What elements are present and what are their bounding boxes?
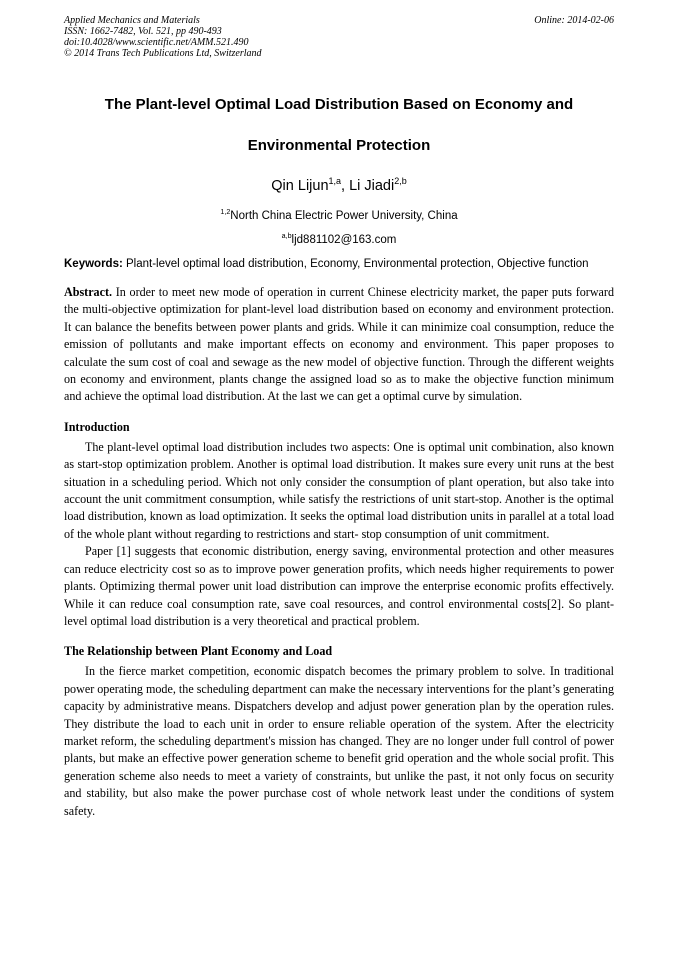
paper-title-line-2: Environmental Protection [247, 137, 431, 154]
online-date: Online: 2014-02-06 [534, 15, 614, 26]
section-heading-introduction: Introduction [64, 419, 130, 434]
author-list [64, 178, 614, 194]
section-relationship-body [64, 663, 614, 820]
journal-copyright: © 2014 Trans Tech Publications Ltd, Switzerland [64, 48, 262, 59]
intro-paragraph-2: Paper [1] suggests that economic distribution, energy saving, environmental protection and other measures can reduce electricity cost so as to improve power generation profits, which needs higher requirements to power plants. Optimizing thermal power unit load distribution can improve the enterprise economic profits effectively. While it can reduce coal consumption rate, save coal resources, and control environmental costs[2]. So plant-level optimal load distribution is a very theoretical and practical problem. [64, 544, 614, 628]
intro-paragraph-1: The plant-level optimal load distribution includes two aspects: One is optimal unit combination, also known as start-stop optimization problem. Another is optimal load distribution. It makes sure every unit runs at the best situation in a scheduling period. Which not only consider the consumption of plant operation, but also take into account the unit commitment consumption, while satisfy the restrictions of unit start-stop. Another is the optimal load distribution, known as load optimization. It seeks the optimal load distribution units in parallel at a total load of the whole plant without regarding to restrictions and start- stop consumption of unit commitment. [64, 439, 614, 541]
abstract-label: Abstract. [64, 285, 113, 299]
author-separator: , [341, 178, 350, 194]
email-marker: a,b [281, 232, 292, 241]
journal-doi: doi:10.4028/www.scientific.net/AMM.521.490 [64, 37, 249, 48]
section-heading-relationship: The Relationship between Plant Economy and Load [64, 644, 333, 659]
keywords-text: Plant-level optimal load distribution, Economy, Environmental protection, Objective function [126, 258, 589, 270]
author-1-name: Qin Lijun [271, 178, 329, 194]
keywords-block [64, 256, 614, 273]
author-2-name: Li Jiadi [349, 178, 395, 194]
abstract-text: In order to meet new mode of operation in current Chinese electricity market, the paper puts forward the multi-objective optimization for plant-level load distribution based on economy and environment protection. It can balance the benefits between power plants and grids. While it can minimize coal consumption, reduce the emission of pollutants and make important effects on economy and environment. This paper proposes to calculate the sum cost of coal and sewage as the new model of objective function. Through the different weights on economy and environment, plants change the assigned load so as to make the objective function minimum and achieve the optimal load distribution. At the last we can get a optimal curve by simulation. [64, 285, 614, 404]
paper-title-line-1: The Plant-level Optimal Load Distribution Based on Economy and [104, 96, 574, 113]
relationship-paragraph-1: In the fierce market competition, economic dispatch becomes the primary problem to solve. In traditional power operating mode, the scheduling department can make the necessary interventions for the plant’s generating capacity by administrative means. Dispatchers develop and adjust power generation plan by the operation rules. They distribute the load to each unit in order to ensure reliable operation of the system. After the electricity market reform, the scheduling department's mission has changed. They are no longer under full control of power plants, but make an effective power generation scheme to benefit grid operation and the whole social profit. This generation scheme also needs to meet a variety of constraints, but unlike the past, it not only focus on security and stability, but also make the power purchase cost of whole network least under the conditions of system safety. [64, 664, 614, 818]
abstract-block [64, 284, 614, 406]
affiliation-marker: 1,2 [220, 208, 231, 217]
author-2-affil-marker: 2,b [394, 176, 407, 187]
affiliation-text: North China Electric Power University, China [230, 210, 458, 222]
affiliation [64, 210, 614, 222]
journal-header [64, 0, 614, 59]
author-email [64, 234, 614, 246]
journal-name: Applied Mechanics and Materials [64, 15, 200, 26]
email-text: ljd881102@163.com [291, 234, 397, 246]
author-1-affil-marker: 1,a [328, 176, 342, 187]
section-introduction-body [64, 439, 614, 630]
keywords-label: Keywords: [64, 258, 123, 270]
journal-issn: ISSN: 1662-7482, Vol. 521, pp 490-493 [64, 26, 222, 37]
paper-title [64, 84, 614, 166]
